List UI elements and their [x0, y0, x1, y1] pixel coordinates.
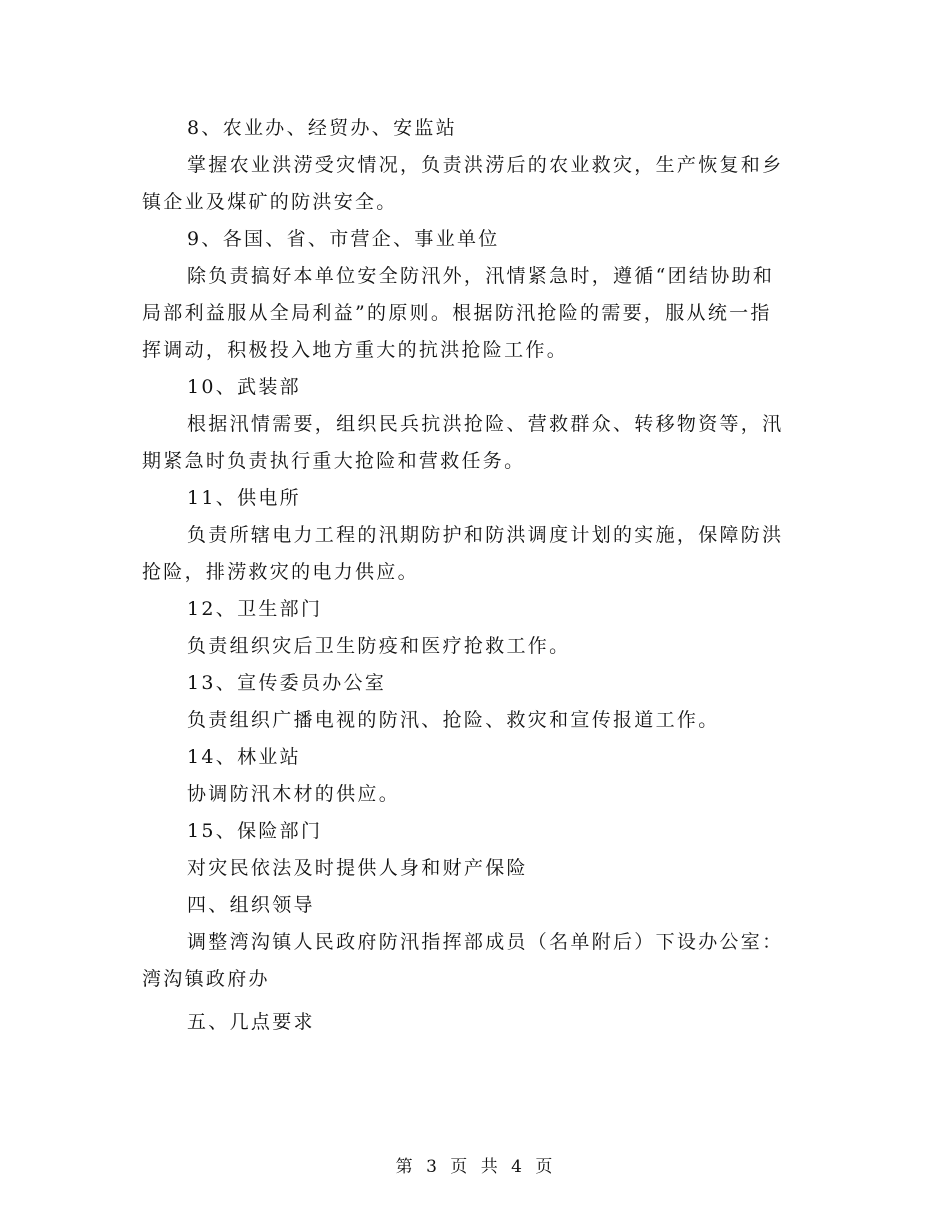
- text-line: 根据汛情需要，组织民兵抗洪抢险、营救群众、转移物资等，汛: [187, 413, 784, 435]
- text-line: 湾沟镇政府办: [142, 968, 270, 990]
- text-line: 负责组织广播电视的防汛、抢险、救灾和宣传报道工作。: [187, 709, 720, 731]
- text-line: 负责所辖电力工程的汛期防护和防洪调度计划的实施，保障防洪: [187, 524, 784, 546]
- document-body: [142, 110, 802, 1041]
- text-line: 除负责搞好本单位安全防汛外，汛情紧急时，遵循“团结协助和: [187, 265, 775, 287]
- text-line: 9、各国、省、市营企、事业单位: [187, 228, 500, 250]
- text-line: 12、卫生部门: [187, 598, 323, 620]
- text-line: 13、宣传委员办公室: [187, 672, 387, 694]
- text-line: 镇企业及煤矿的防洪安全。: [142, 191, 398, 213]
- text-line: 掌握农业洪涝受灾情况，负责洪涝后的农业救灾，生产恢复和乡: [187, 154, 784, 176]
- text-line: 11、供电所: [187, 487, 301, 509]
- text-line: 期紧急时负责执行重大抢险和营救任务。: [142, 450, 526, 472]
- page-number-footer: 第 3 页 共 4 页: [395, 1157, 555, 1177]
- text-line: 调整湾沟镇人民政府防汛指挥部成员（名单附后）下设办公室：: [187, 931, 784, 953]
- text-line: 四、组织领导: [187, 894, 315, 916]
- text-line: 10、武装部: [187, 376, 301, 398]
- text-line: 局部利益服从全局利益”的原则。根据防汛抢险的需要，服从统一指: [142, 302, 772, 324]
- text-line: 14、林业站: [187, 746, 301, 768]
- text-line: 五、几点要求: [187, 1011, 315, 1033]
- text-line: 对灾民依法及时提供人身和财产保险: [187, 857, 528, 879]
- text-line: 协调防汛木材的供应。: [187, 783, 401, 805]
- text-line: 15、保险部门: [187, 820, 323, 842]
- text-line: 负责组织灾后卫生防疫和医疗抢救工作。: [187, 635, 571, 657]
- text-line: 抢险，排涝救灾的电力供应。: [142, 561, 419, 583]
- text-line: 8、农业办、经贸办、安监站: [187, 117, 457, 139]
- text-line: 挥调动，积极投入地方重大的抗洪抢险工作。: [142, 339, 569, 361]
